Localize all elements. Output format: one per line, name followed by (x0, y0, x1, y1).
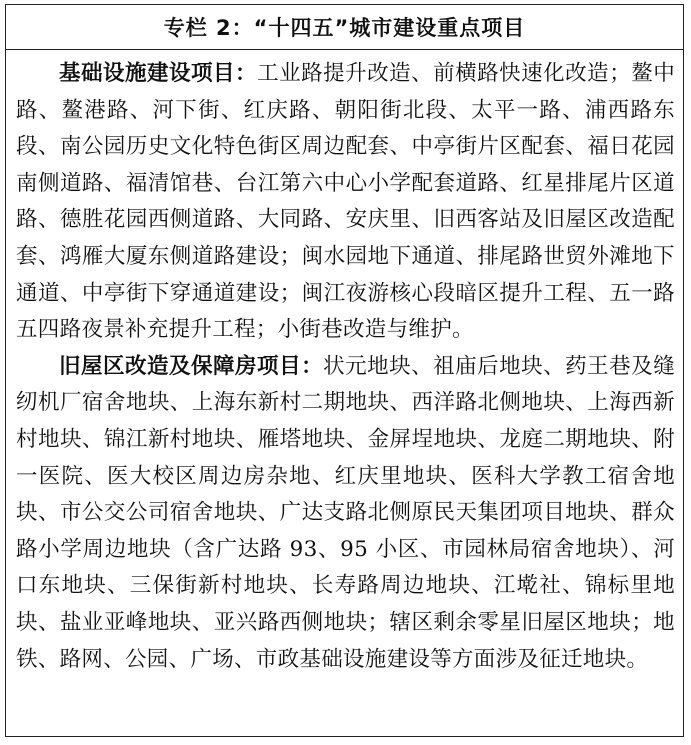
housing-heading: 旧屋区改造及保障房项目： (59, 353, 324, 379)
infrastructure-heading: 基础设施建设项目： (59, 61, 258, 86)
infrastructure-paragraph (16, 56, 675, 349)
box-title: 专栏 2：“十四五”城市建设重点项目 (6, 5, 683, 50)
box-content (6, 50, 683, 678)
project-box (5, 4, 684, 737)
housing-paragraph (16, 349, 675, 678)
infrastructure-text: 工业路提升改造、前横路快速化改造；鳌中路、鳌港路、河下街、红庆路、朝阳街北段、太平一路、浦西路东段、南公园历史文化特色街区周边配套、中亭街片区配套、福日花园南侧道路、福清馆巷、台江第六中心小学配套道路、红星排尾片区道路、德胜花园西侧道路、大同路、安庆里、旧西客站及旧屋区改造配套、鸿雁大厦东侧道路建设；闽水园地下通道、排尾路世贸外滩地下通道、中亭街下穿通道建设；闽江夜游核心段暗区提升工程、五一路五四路夜景补充提升工程；小街巷改造与维护。 (16, 61, 676, 343)
housing-text: 状元地块、祖庙后地块、药王巷及缝纫机厂宿舍地块、上海东新村二期地块、西洋路北侧地块、上海西新村地块、锦江新村地块、雁塔地块、金屏埕地块、龙庭二期地块、附一医院、医大校区周边房杂地、红庆里地块、医科大学教工宿舍地块、市公交公司宿舍地块、广达支路北侧原民天集团项目地块、群众路小学周边地块（含广达路 93、95 小区、市园林局宿舍地块）、河口东地块、三保街新村地块、长寿路周边地块、江墘社、锦标里地块、盐业亚峰地块、亚兴路西侧地块；辖区剩余零星旧屋区地块；地铁、路网、公园、广场、市政基础设施建设等方面涉及征迁地块。 (16, 353, 675, 672)
